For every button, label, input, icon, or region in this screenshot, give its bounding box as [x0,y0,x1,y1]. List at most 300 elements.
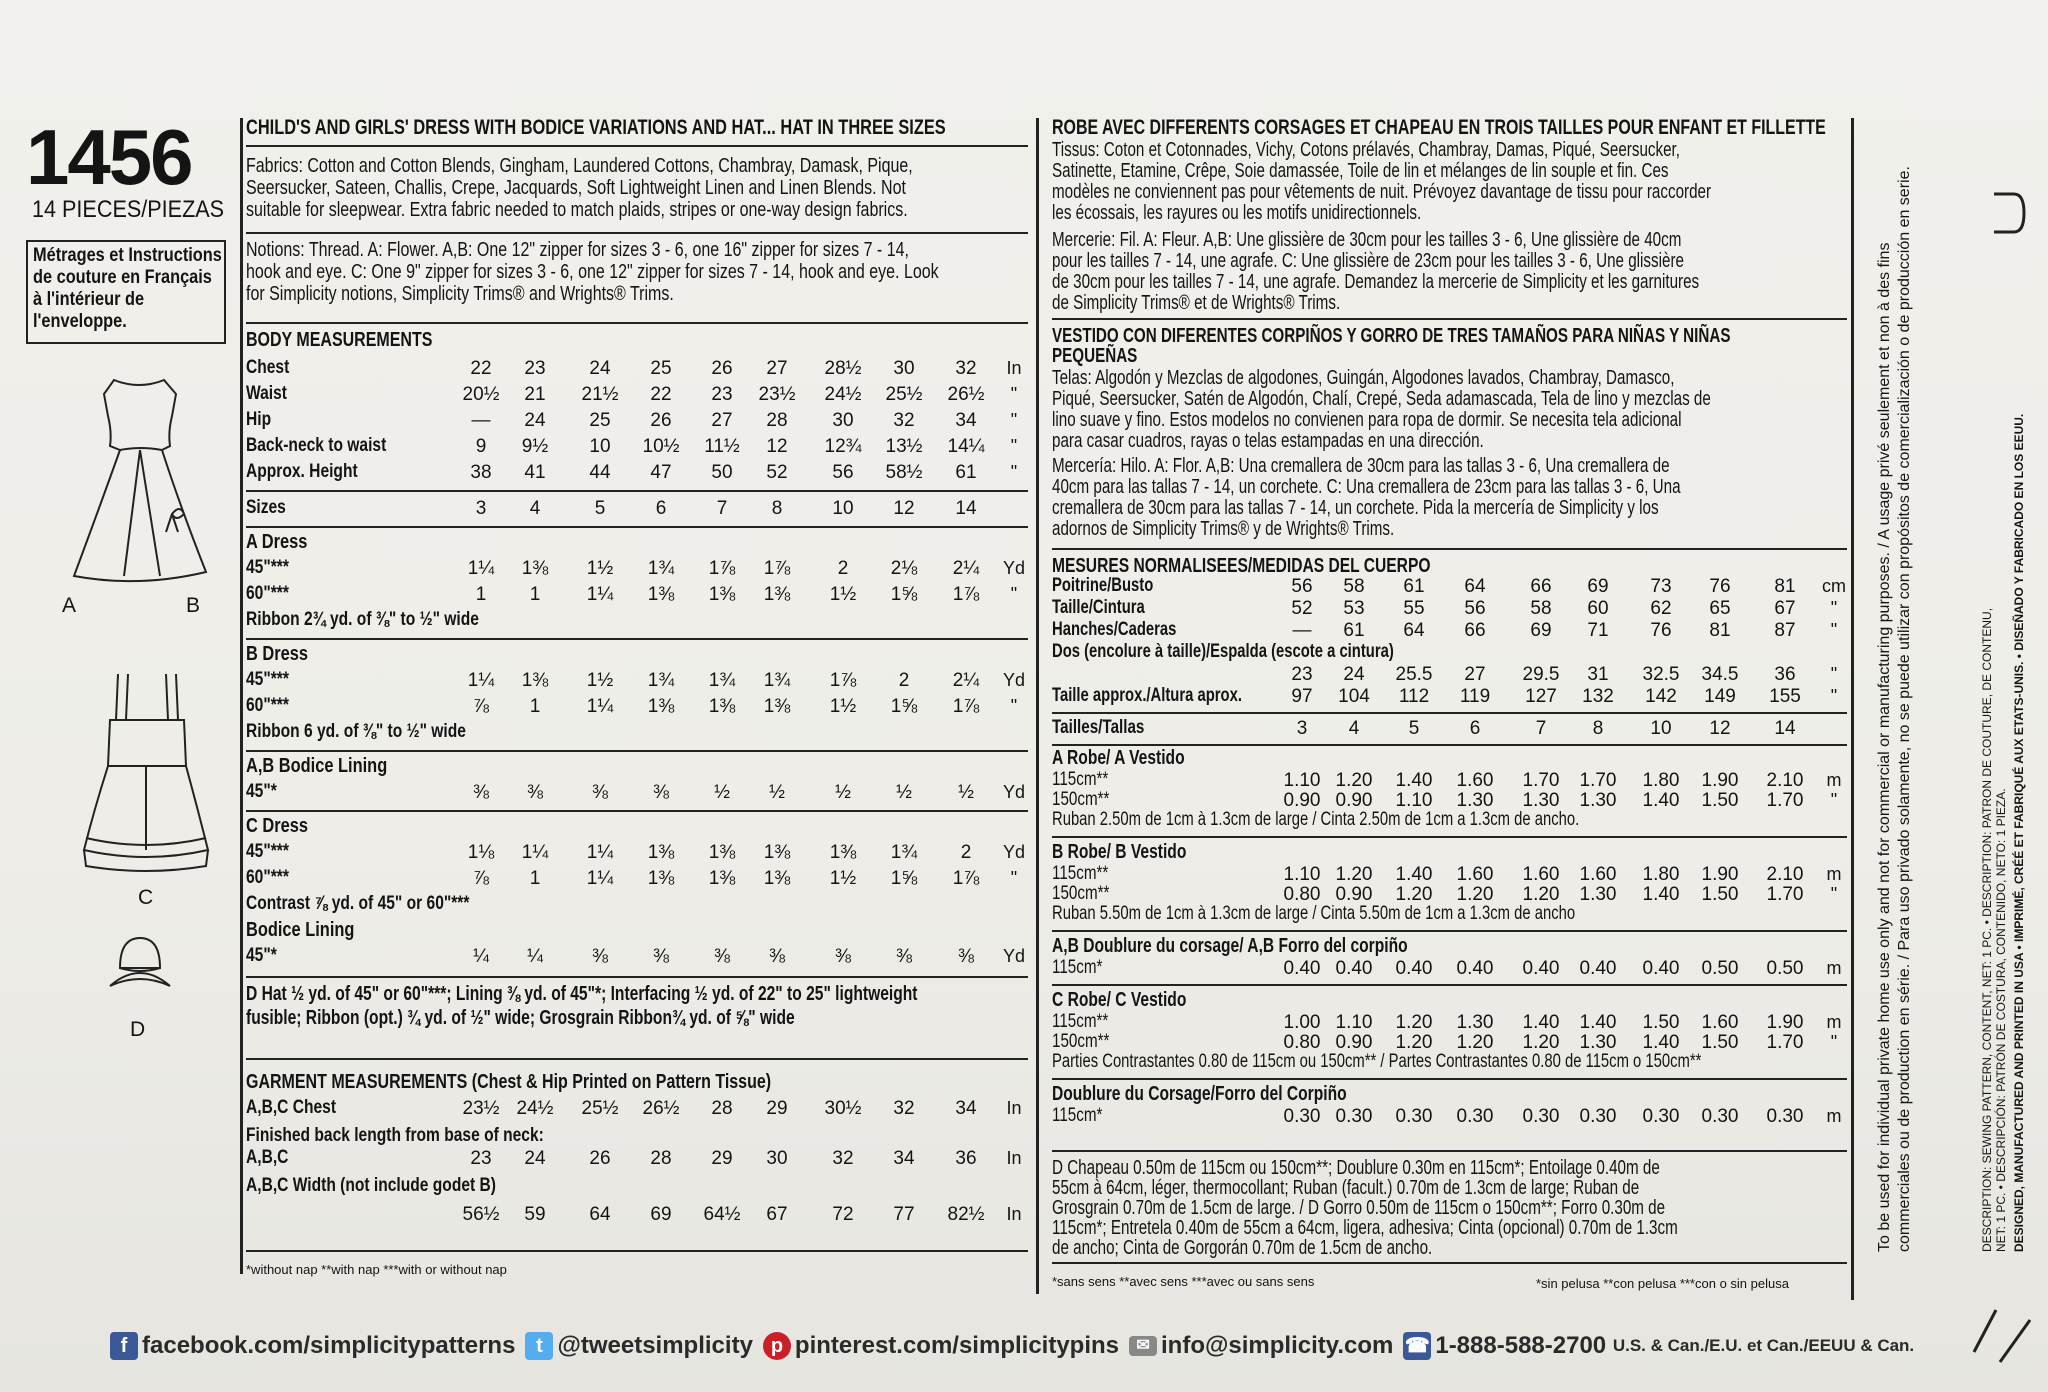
body-row-unit: In [1006,358,1022,378]
yardage-row-value: 1⅜ [708,868,736,889]
garment-row-value: 72 [832,1204,854,1225]
notions-line: Notions: Thread. A: Flower. A,B: One 12" zipper for sizes 3 - 6, one 16" zipper for sizes 7 - 14, [246,239,909,261]
view-label-d: D [130,1018,146,1041]
merceria-line: adornos de Simplicity Trims® y de Wrights® Trims. [1052,518,1395,540]
body-measurements-heading: BODY MEASUREMENTS [246,329,433,351]
fr-yardage-row-value: 0.40 [1522,958,1560,979]
fr-body-row-value: 81 [1774,576,1796,597]
fr-yardage-row-value: 1.60 [1522,864,1560,885]
yardage-row-value: 1¼ [586,868,614,889]
fr-yardage-row-value: 1.90 [1766,1012,1804,1033]
yardage-row-value: 1¼ [586,842,614,863]
social-footer [110,1318,1930,1374]
yardage-row-value: ⅞ [473,868,489,889]
fr-yardage-row-value: 0.30 [1283,1106,1321,1127]
fr-body-row-value: 64 [1403,620,1425,641]
fr-body-row-value: 62 [1650,598,1672,619]
garment-row-value: 82½ [947,1204,985,1225]
fr-body-row-value: 32.5 [1642,664,1680,685]
body-row-value: 12 [766,436,788,457]
section-rule [1052,984,1847,986]
yardage-row-value: 1⅜ [708,842,736,863]
sizes-row-value: 12 [893,498,915,519]
yardage-row-value: ⅜ [653,946,669,967]
pinterest-icon: p [763,1332,791,1360]
yardage-note: Ribbon 6 yd. of ⅜" to ½" wide [246,721,466,742]
fr-hat-line: 55cm à 64cm, léger, thermocollant; Ruban (facult.) 0.70m de 1.3cm de large; Ruban de [1052,1177,1640,1199]
fr-yardage-row-label: 115cm** [1052,1011,1109,1032]
mercerie-line: pour les tailles 7 - 14, une agrafe. C: Une glissière de 23cm pour les tailles 3 - 6, Une glissière [1052,250,1684,272]
fr-body-row-value: 87 [1774,620,1796,641]
fr-body-row-value: 112 [1398,686,1430,707]
fr-yardage-row-label: 115cm* [1052,1105,1103,1126]
fr-yardage-row-value: 0.30 [1335,1106,1373,1127]
yardage-row-value: ¼ [527,946,543,967]
fr-yardage-row-value: 1.60 [1701,1012,1739,1033]
garment-row-label: Finished back length from base of neck: [246,1125,544,1146]
garment-row-value: 30½ [824,1098,862,1119]
body-row-label: Approx. Height [246,461,358,482]
yardage-row-value: 1⅞ [952,584,980,605]
yardage-row-value: 1⅝ [890,696,918,717]
yardage-heading: B Dress [246,643,308,665]
fr-sizes-row-value: 8 [1592,718,1604,739]
fr-yardage-row-value: 1.40 [1395,770,1433,791]
fr-yardage-row-value: 0.30 [1579,1106,1617,1127]
body-row-value: 23 [711,384,733,405]
fr-yardage-row-value: 1.50 [1701,884,1739,905]
fr-sizes-row-value: 6 [1469,718,1481,739]
yardage-row-label: 45"* [246,945,277,966]
body-row-value: 12¾ [824,436,862,457]
merceria-line: 40cm para las tallas 7 - 14, un corchete. C: Una cremallera de 23cm para las tallas 3 - 6, Una [1052,476,1681,498]
view-a-b-dress-sketch [64,376,214,586]
body-row-value: 27 [711,410,733,431]
fr-body-row-value: 66 [1464,620,1486,641]
fr-yardage-row-value: 0.80 [1283,884,1321,905]
fr-yardage-heading: Doublure du Corsage/Forro del Corpiño [1052,1083,1347,1105]
body-row-value: 24 [589,358,611,379]
body-row-value: 52 [766,462,788,483]
phone-link[interactable]: ☎ 1-888-588-2700 U.S. & Can./E.U. et Can./EEUU & Can. [1404,1332,1915,1359]
body-row-value: 26 [711,358,733,379]
fr-hat-line: D Chapeau 0.50m de 115cm ou 150cm**; Doublure 0.30m en 115cm*; Entoilage 0.40m de [1052,1157,1660,1179]
yardage-row-value: ⅜ [473,782,489,803]
yardage-row-value: 1⅞ [708,558,736,579]
telas-line: para casar cuadros, rayas o telas estampadas en una dirección. [1052,430,1484,452]
garment-row-value: 67 [766,1204,788,1225]
yardage-row-value: 1½ [829,696,857,717]
fr-body-row-label: Poitrine/Busto [1052,575,1154,596]
fold-mark-icon [1968,1296,2038,1366]
yardage-row-value: 1 [529,868,541,889]
yardage-row-unit: Yd [1002,670,1026,690]
fr-yardage-row-value: 1.20 [1395,1032,1433,1053]
french-title: ROBE AVEC DIFFERENTS CORSAGES ET CHAPEAU EN TROIS TAILLES POUR ENFANT ET FILLETTE [1052,116,1826,139]
fr-body-row-value: 56 [1291,576,1313,597]
yardage-row-value: 1½ [829,868,857,889]
fr-yardage-row-value: 0.40 [1579,958,1617,979]
yardage-row-label: 45"*** [246,669,289,690]
fr-body-row-value: 56 [1464,598,1486,619]
garment-row-value: 28 [650,1148,672,1169]
facebook-icon: f [110,1332,138,1360]
garment-row-unit: In [1006,1148,1022,1168]
fr-yardage-row-value: 1.10 [1335,1012,1373,1033]
yardage-row-value: 1⅝ [890,584,918,605]
fr-yardage-row-label: 150cm** [1052,1031,1110,1052]
fr-hat-line: Grosgrain 0.70m de 1.5cm de large. / D Gorro 0.50m de 115cm o 150cm**; Forro 0.30m de [1052,1197,1666,1219]
u-mark-icon [1988,188,2028,238]
body-row-value: 28 [766,410,788,431]
yardage-row-value: 1¾ [763,670,791,691]
made-in-usa-line: DESIGNED, MANUFACTURED AND PRINTED IN USA • IMPRIMÉ, CRÉÉ ET FABRIQUÉ AUX ETATS-UNIS. • DISEÑADO Y FABRICADO EN LOS EEUU. [2012,413,2026,1252]
body-row-value: 24½ [824,384,862,405]
sizes-row-value: 10 [832,498,854,519]
view-label-a: A [62,594,77,617]
fr-body-row-value: 36 [1774,664,1796,685]
fr-yardage-row-value: 0.40 [1456,958,1494,979]
fr-yardage-heading: A,B Doublure du corsage/ A,B Forro del corpiño [1052,935,1408,957]
garment-row-value: 24 [524,1148,546,1169]
fr-yardage-row-value: 1.20 [1522,884,1560,905]
yardage-row-unit: " [1010,696,1018,716]
mercerie-line: de 30cm pour les tailles 7 - 14, une agrafe. Demandez la mercerie de Simplicity et les garnitures [1052,271,1700,293]
fr-yardage-row-label: 115cm* [1052,957,1103,978]
telas-line: Piqué, Seersucker, Satén de Algodón, Chalí, Crepé, Seda adamascada, Tela de lino y mezclas de [1052,388,1711,410]
yardage-row-value: 1¼ [467,558,495,579]
garment-row-value: 32 [832,1148,854,1169]
fr-yardage-row-value: 1.70 [1522,770,1560,791]
fr-yardage-row-value: 0.90 [1335,884,1373,905]
body-row-value: 14¼ [947,436,985,457]
fr-yardage-row-value: 0.30 [1701,1106,1739,1127]
yardage-row-value: 1⅜ [763,842,791,863]
yardage-row-value: 1½ [829,584,857,605]
yardage-heading: A Dress [246,531,308,553]
fr-body-row-value: 69 [1587,576,1609,597]
yardage-row-value: 1⅜ [763,868,791,889]
body-row-value: 56 [832,462,854,483]
yardage-row-value: 2 [898,670,910,691]
fr-body-row-value: 31 [1587,664,1609,685]
merceria-line: Mercería: Hilo. A: Flor. A,B: Una cremallera de 30cm para las tallas 3 - 6, Una cremallera de [1052,455,1670,477]
body-row-value: 11½ [704,436,740,457]
fr-yardage-note: Ruban 2.50m de 1cm à 1.3cm de large / Cinta 2.50m de 1cm a 1.3cm de ancho. [1052,809,1580,830]
fr-yardage-row-value: 1.90 [1701,770,1739,791]
fr-yardage-row-unit: m [1826,864,1842,884]
body-row-value: 50 [711,462,733,483]
yardage-row-value: 1⅞ [763,558,791,579]
twitter-link[interactable]: t @tweetsimplicity [525,1332,752,1360]
section-rule [246,638,1028,640]
section-rule [1052,318,1847,320]
body-row-value: 58½ [885,462,923,483]
fr-yardage-row-value: 1.30 [1522,790,1560,811]
garment-row-value: 56½ [462,1204,500,1225]
body-row-value: 27 [766,358,788,379]
fr-body-row-value: 25.5 [1395,664,1433,685]
yardage-row-unit: Yd [1002,946,1026,966]
fr-yardage-note: Ruban 5.50m de 1cm à 1.3cm de large / Cinta 5.50m de 1cm a 1.3cm de ancho [1052,903,1576,924]
mercerie-line: de Simplicity Trims® et de Wrights® Trims. [1052,292,1341,314]
yardage-row-value: 1¼ [586,696,614,717]
yardage-row-unit: " [1010,584,1018,604]
fr-body-row-unit: " [1830,686,1838,706]
yardage-row-value: 1⅜ [647,584,675,605]
mercerie-line: Mercerie: Fil. A: Fleur. A,B: Une glissière de 30cm pour les tailles 3 - 6, Une glissière de 40cm [1052,229,1682,251]
fr-sizes-row-value: 5 [1408,718,1420,739]
sizes-row-value: 4 [529,498,541,519]
yardage-row-value: ⅜ [958,946,974,967]
left-column-border [240,118,243,1274]
fr-yardage-row-value: 1.70 [1766,884,1804,905]
fr-body-row-value: 104 [1338,686,1370,707]
english-footnote: *without nap **with nap ***with or without nap [246,1262,507,1277]
fr-yardage-row-value: 1.20 [1335,770,1373,791]
fr-body-row-unit: " [1830,664,1838,684]
yardage-row-value: 2¼ [952,558,980,579]
fr-body-row-value: 67 [1774,598,1796,619]
body-row-value: 22 [470,358,492,379]
email-link[interactable]: ✉ info@simplicity.com [1129,1332,1393,1360]
body-row-value: 30 [832,410,854,431]
yardage-row-value: 1 [529,696,541,717]
tissus-line: Tissus: Coton et Cotonnades, Vichy, Cotons prélavés, Chambray, Damas, Piqué, Seersucker, [1052,139,1681,161]
yardage-row-value: ¼ [473,946,489,967]
garment-row-value: 59 [524,1204,546,1225]
body-row-value: 10 [589,436,611,457]
fr-body-row-value: 97 [1291,686,1313,707]
fr-hat-line: de ancho; Cinta de Gorgorán 0.70m de 1.5cm de ancho. [1052,1237,1433,1259]
fr-yardage-heading: B Robe/ B Vestido [1052,841,1187,863]
yardage-row-value: 1⅜ [647,868,675,889]
sizes-row-value: 3 [475,498,487,519]
fr-yardage-row-value: 1.60 [1456,864,1494,885]
body-row-value: 26½ [947,384,985,405]
fr-yardage-row-value: 0.40 [1395,958,1433,979]
fr-body-row-value: 27 [1464,664,1486,685]
section-rule [1052,1150,1847,1152]
yardage-row-value: ⅜ [896,946,912,967]
yardage-row-label: 60"*** [246,583,289,604]
fr-yardage-row-unit: m [1826,770,1842,790]
fr-yardage-row-value: 1.20 [1335,864,1373,885]
fr-body-row-label: Dos (encolure à taille)/Espalda (escote a cintura) [1052,641,1394,662]
yardage-row-value: 1⅞ [952,868,980,889]
yardage-row-label: 45"*** [246,841,289,862]
garment-row-label: A,B,C Width (not include godet B) [246,1175,496,1196]
fr-body-row-value: 23 [1291,664,1313,685]
garment-row-label: A,B,C Chest [246,1097,337,1118]
fr-body-row-value: 58 [1343,576,1365,597]
garment-row-value: 32 [893,1098,915,1119]
body-row-value: 34 [955,410,977,431]
body-row-value: 21 [524,384,546,405]
fr-body-row-value: 60 [1587,598,1609,619]
fr-yardage-heading: A Robe/ A Vestido [1052,747,1185,769]
body-row-label: Hip [246,409,272,430]
garment-row-value: 26½ [642,1098,680,1119]
fr-yardage-row-value: 1.90 [1701,864,1739,885]
garment-row-value: 25½ [581,1098,619,1119]
body-row-value: 22 [650,384,672,405]
yardage-row-value: 1⅜ [763,696,791,717]
garment-row-value: 69 [650,1204,672,1225]
sizes-row-label: Sizes [246,497,286,518]
fr-body-row-value: 81 [1709,620,1731,641]
fr-yardage-row-value: 1.40 [1395,864,1433,885]
fr-body-row-value: 61 [1403,576,1425,597]
body-row-label: Back-neck to waist [246,435,387,456]
fr-yardage-row-value: 1.20 [1395,1012,1433,1033]
fr-yardage-note: Parties Contrastantes 0.80 de 115cm ou 150cm** / Partes Contrastantes 0.80 de 115cm o 150cm** [1052,1051,1702,1072]
garment-row-value: 24½ [516,1098,554,1119]
body-row-value: 20½ [462,384,500,405]
body-row-value: 23 [524,358,546,379]
sizes-row-value: 7 [716,498,728,519]
yardage-row-value: 1⅜ [647,842,675,863]
yardage-row-value: ⅜ [592,782,608,803]
section-rule [1052,1262,1847,1264]
fr-yardage-row-value: 0.90 [1335,790,1373,811]
yardage-row-value: 1¼ [586,584,614,605]
fr-body-row-value: 64 [1464,576,1486,597]
body-row-unit: " [1010,384,1018,404]
yardage-row-value: 1 [475,584,487,605]
section-rule [1052,836,1847,838]
view-c-dress-sketch [80,670,210,880]
yardage-row-value: 2⅛ [890,558,918,579]
body-row-unit: " [1010,462,1018,482]
fr-body-row-value: 53 [1343,598,1365,619]
fr-yardage-row-value: 1.00 [1283,1012,1321,1033]
fr-yardage-row-value: 0.80 [1283,1032,1321,1053]
facebook-link[interactable]: f facebook.com/simplicitypatterns [110,1332,515,1360]
fr-yardage-row-unit: " [1830,884,1838,904]
fr-yardage-row-value: 0.40 [1642,958,1680,979]
fr-yardage-row-value: 2.10 [1766,864,1804,885]
fr-body-row-value: 24 [1343,664,1365,685]
phone-icon: ☎ [1403,1332,1431,1360]
spanish-title: VESTIDO CON DIFERENTES CORPIÑOS Y GORRO DE TRES TAMAÑOS PARA NIÑAS Y NIÑAS [1052,325,1731,347]
fr-yardage-row-value: 1.20 [1456,1032,1494,1053]
fr-body-row-label: Taille/Cintura [1052,597,1145,618]
fr-yardage-row-value: 1.50 [1642,1012,1680,1033]
right-column-border [1851,118,1854,1300]
fr-body-row-value: 29.5 [1522,664,1560,685]
body-row-unit: " [1010,436,1018,456]
fr-yardage-row-unit: m [1826,1106,1842,1126]
body-row-value: — [471,410,491,431]
section-rule [1052,744,1847,746]
fr-yardage-row-value: 1.30 [1579,790,1617,811]
english-title: CHILD'S AND GIRLS' DRESS WITH BODICE VARIATIONS AND HAT... HAT IN THREE SIZES [246,116,946,139]
telas-line: Telas: Algodón y Mezclas de algodones, Guingán, Algodones lavados, Chambray, Damasco, [1052,367,1675,389]
es-footnote: *sin pelusa **con pelusa ***con o sin pelusa [1536,1276,1789,1291]
yardage-row-value: 1⅞ [829,670,857,691]
garment-row-value: 26 [589,1148,611,1169]
yardage-row-value: ⅜ [714,946,730,967]
yardage-row-value: 1½ [586,670,614,691]
fr-body-row-value: 34.5 [1701,664,1739,685]
merceria-line: cremallera de 30cm para las tallas 7 - 14, un corchete. Pida la mercería de Simplicity y los [1052,497,1659,519]
fr-body-row-unit: " [1830,620,1838,640]
fr-body-row-value: 132 [1582,686,1614,707]
section-rule [246,810,1028,812]
body-row-value: 26 [650,410,672,431]
fr-yardage-row-value: 0.30 [1395,1106,1433,1127]
pinterest-link[interactable]: p pinterest.com/simplicitypins [763,1332,1119,1360]
garment-measurements-heading: GARMENT MEASUREMENTS (Chest & Hip Printed on Pattern Tissue) [246,1071,772,1093]
body-row-value: 32 [955,358,977,379]
notions-line: hook and eye. C: One 9" zipper for sizes 3 - 6, one 12" zipper for sizes 7 - 14, hook and eye. Look [246,261,939,283]
yardage-row-label: 60"*** [246,695,289,716]
fr-yardage-row-value: 1.80 [1642,770,1680,791]
fr-yardage-row-value: 1.70 [1579,770,1617,791]
yardage-row-value: 1⅜ [521,558,549,579]
fr-yardage-heading: C Robe/ C Vestido [1052,989,1187,1011]
fr-yardage-row-label: 150cm** [1052,883,1110,904]
fr-body-row-value: 76 [1650,620,1672,641]
fr-yardage-row-value: 1.20 [1456,884,1494,905]
fr-yardage-row-value: 2.10 [1766,770,1804,791]
french-instructions-box: Métrages et Instructions de couture en Français à l'intérieur de l'enveloppe. [26,240,226,344]
body-row-unit: " [1010,410,1018,430]
fr-body-row-value: 73 [1650,576,1672,597]
body-row-value: 24 [524,410,546,431]
fr-body-row-value: 71 [1587,620,1609,641]
yardage-row-value: ½ [958,782,974,803]
fr-sizes-row-value: 14 [1774,718,1796,739]
fr-body-row-label: Hanches/Caderas [1052,619,1177,640]
fr-yardage-row-unit: m [1826,1012,1842,1032]
sizes-row-value: 14 [955,498,977,519]
body-row-value: 28½ [824,358,862,379]
fr-yardage-row-value: 1.10 [1283,864,1321,885]
garment-row-value: 77 [893,1204,915,1225]
garment-row-value: 29 [711,1148,733,1169]
fr-body-row-value: 142 [1645,686,1677,707]
fr-yardage-row-value: 1.40 [1579,1012,1617,1033]
pattern-number: 1456 [26,113,192,201]
fr-yardage-row-label: 115cm** [1052,769,1109,790]
fr-yardage-row-unit: m [1826,958,1842,978]
sizes-row-value: 6 [655,498,667,519]
fr-body-row-value: 76 [1709,576,1731,597]
tissus-line: les écossais, les rayures ou les motifs unidirectionnels. [1052,202,1422,224]
section-rule [246,750,1028,752]
yardage-row-value: ½ [896,782,912,803]
fr-body-row-label: Taille approx./Altura aprox. [1052,685,1242,706]
fr-body-row-value: 65 [1709,598,1731,619]
garment-row-value: 64 [589,1204,611,1225]
yardage-row-label: 45"* [246,781,277,802]
body-row-value: 21½ [581,384,619,405]
fr-yardage-row-value: 0.90 [1283,790,1321,811]
fr-hat-line: 115cm*; Entretela 0.40m de 55cm a 64cm, ligera, adhesiva; Cinta (opcional) 0.70m de 1.3cm [1052,1217,1678,1239]
body-row-value: 25 [650,358,672,379]
fr-body-row-value: 149 [1704,686,1736,707]
tissus-line: modèles ne conviennent pas pour vêtements de nuit. Prévoyez davantage de tissu pour raccorder [1052,181,1712,203]
view-label-c: C [138,886,154,909]
fr-yardage-row-value: 0.50 [1701,958,1739,979]
fr-body-row-value: 58 [1530,598,1552,619]
fr-yardage-row-value: 1.10 [1395,790,1433,811]
yardage-row-value: 1½ [586,558,614,579]
fr-yardage-row-value: 1.40 [1642,884,1680,905]
view-label-b: B [186,594,201,617]
